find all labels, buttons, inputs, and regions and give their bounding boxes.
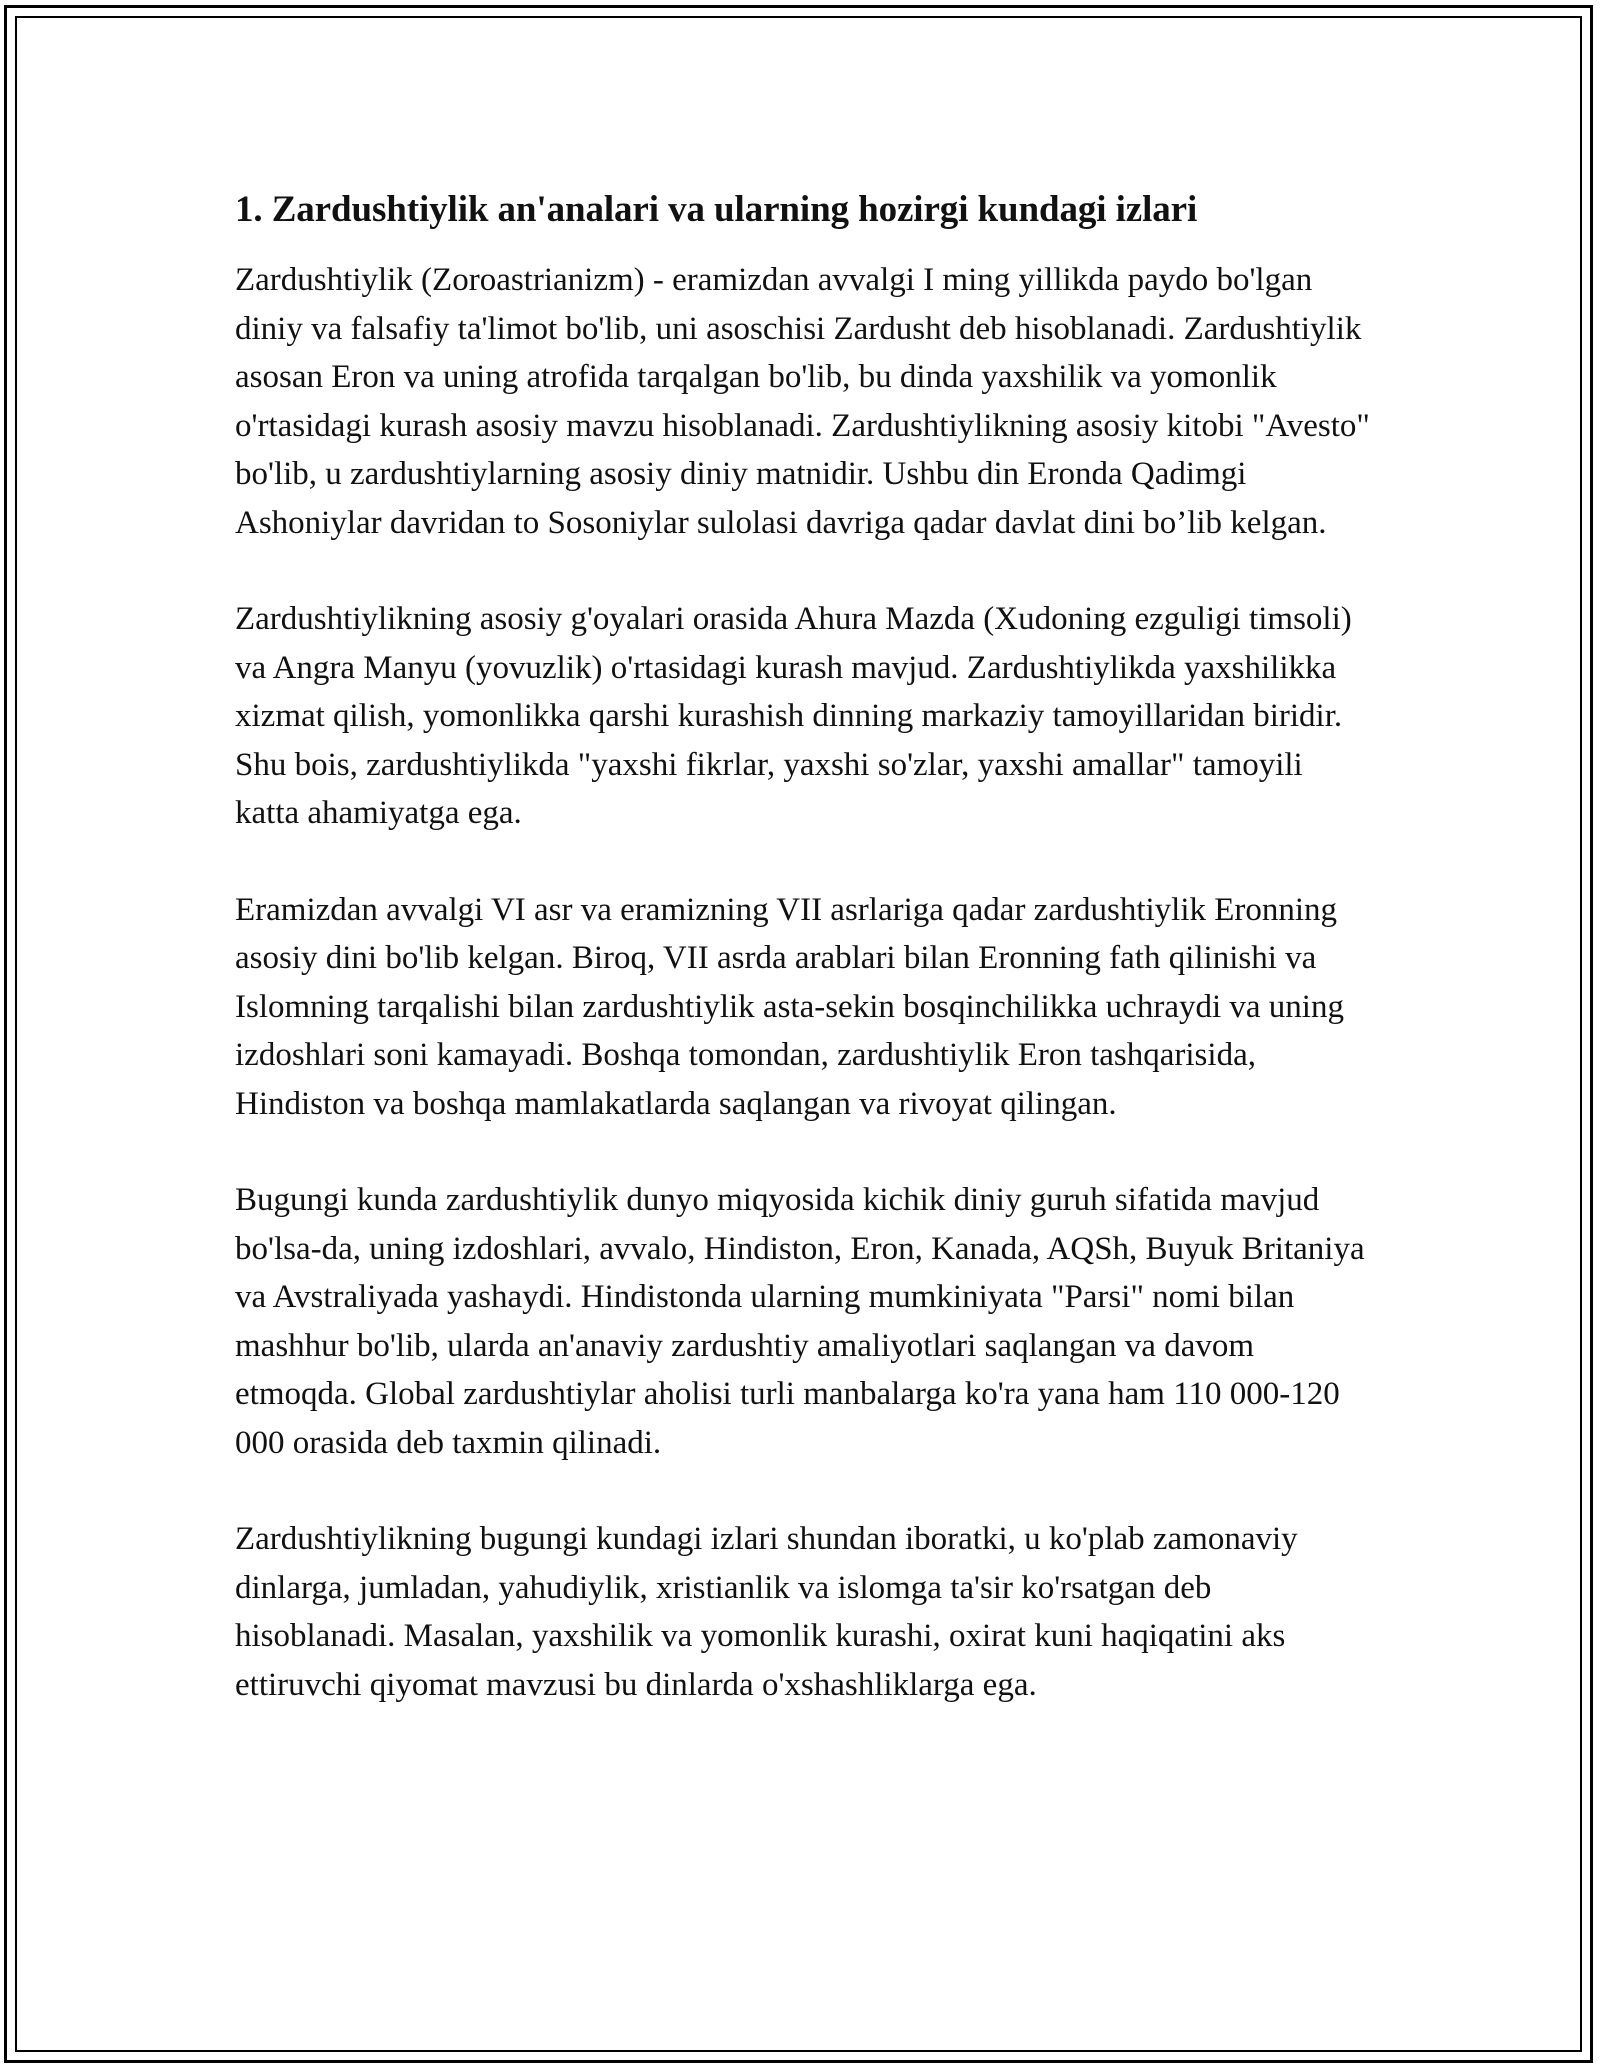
section-heading: 1. Zardushtiylik an'analari va ularning hozirgi kundagi izlari — [235, 189, 1198, 230]
paragraph-3: Eramizdan avvalgi VI asr va eramizning VII asrlariga qadar zardushtiylik Eronning asosiy dini bo'lib kelgan. Biroq, VII asrda arablari bilan Eronning fath qilinishi va Islomning tarqalishi bilan zardushtiylik asta-sekin bosqinchilikka uchraydi va uning izdoshlari soni kamayadi. Boshqa tomondan, zardushtiylik Eron tashqarisida, Hindiston va boshqa mamlakatlarda saqlangan va rivoyat qilingan. — [235, 891, 1344, 1122]
document-body — [235, 186, 1370, 1709]
paragraph-list — [235, 256, 1370, 1709]
paragraph-2: Zardushtiylikning asosiy g'oyalari orasida Ahura Mazda (Xudoning ezguligi timsoli) va Angra Manyu (yovuzlik) o'rtasidagi kurash mavjud. Zardushtiylikda yaxshilikka xizmat qilish, yomonlikka qarshi kurashish dinning markaziy tamoyillaridan biridir. Shu bois, zardushtiylikda "yaxshi fikrlar, yaxshi so'zlar, yaxshi amallar" tamoyili katta ahamiyatga ega. — [235, 601, 1352, 831]
paragraph-5: Zardushtiylikning bugungi kundagi izlari shundan iboratki, u ko'plab zamonaviy dinlarga, jumladan, yahudiylik, xristianlik va islomga ta'sir ko'rsatgan deb hisoblanadi. Masalan, yaxshilik va yomonlik kurashi, oxirat kuni haqiqatini aks ettiruvchi qiyomat mavzusi bu dinlarda o'xshashliklarga ega. — [235, 1521, 1298, 1703]
paragraph-1: Zardushtiylik (Zoroastrianizm) - eramizdan avvalgi I ming yillikda paydo bo'lgan diniy va falsafiy ta'limot bo'lib, uni asoschisi Zardusht deb hisoblanadi. Zardushtiylik asosan Eron va uning atrofida tarqalgan bo'lib, bu dinda yaxshilik va yomonlik o'rtasidagi kurash asosiy mavzu hisoblanadi. Zardushtiylikning asosiy kitobi "Avesto" bo'lib, u zardushtiylarning asosiy diniy matnidir. Ushbu din Eronda Qadimgi Ashoniylar davridan to Sosoniylar sulolasi davriga qadar davlat dini bo’lib kelgan. — [235, 262, 1370, 541]
paragraph-4: Bugungi kunda zardushtiylik dunyo miqyosida kichik diniy guruh sifatida mavjud bo'lsa-da, uning izdoshlari, avvalo, Hindiston, Eron, Kanada, AQSh, Buyuk Britaniya va Avstraliyada yashaydi. Hindistonda ularning mumkiniyata "Parsi" nomi bilan mashhur bo'lib, ularda an'anaviy zardushtiy amaliyotlari saqlangan va davom etmoqda. Global zardushtiylar aholisi turli manbalarga ko'ra yana ham 110 000-120 000 orasida deb taxmin qilinadi. — [235, 1182, 1365, 1461]
